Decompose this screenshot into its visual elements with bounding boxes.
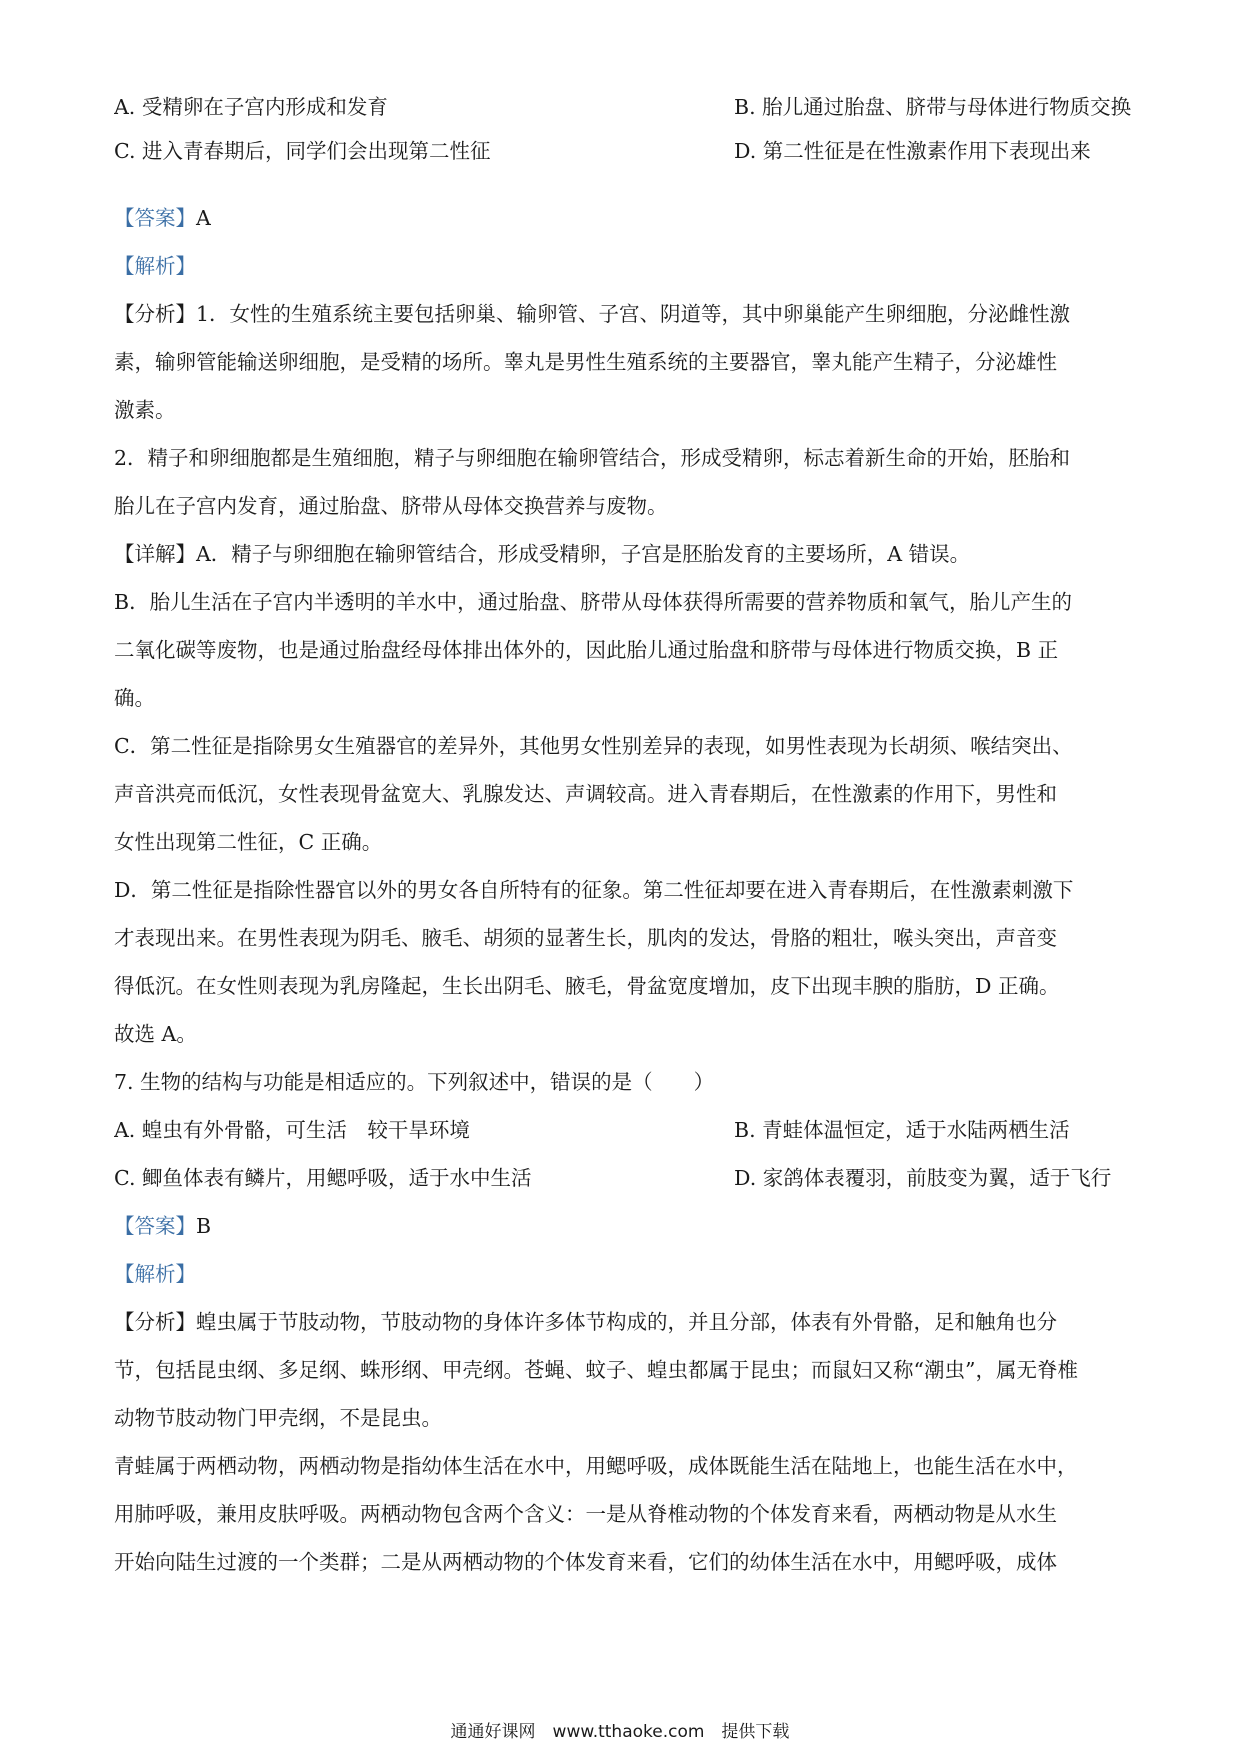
q6-fenxi-tag: 【分析】 [114,302,196,326]
q6-answer [114,203,1132,233]
q6-xiangjie-tag: 【详解】 [114,542,196,566]
q6-option-b: B. 胎儿通过胎盘、脐带与母体进行物质交换 [734,95,1132,119]
q6-answer-value: A [196,206,211,230]
q7-answer-value: B [196,1214,212,1238]
q6-detail-line-5: C．第二性征是指除男女生殖器官的差异外，其他男女性别差异的表现，如男性表现为长胡须、喉结突出、 [114,734,1073,758]
q6-option-c: C. 进入青春期后，同学们会出现第二性征 [114,139,491,163]
q6-detail-line-7: 女性出现第二性征，C 正确。 [114,830,383,854]
q6-detail-line-10: 得低沉。在女性则表现为乳房隆起，生长出阴毛、腋毛，骨盆宽度增加，皮下出现丰腴的脂肪，D 正确。 [114,974,1060,998]
q6-analysis-heading [114,251,1132,281]
q6-fenxi-text-1: 1．女性的生殖系统主要包括卵巢、输卵管、子宫、阴道等，其中卵巢能产生卵细胞，分泌雌性激 [196,302,1071,326]
q7-option-d: D. 家鸽体表覆羽，前肢变为翼，适于飞行 [734,1166,1112,1190]
q6-detail-line-4: 确。 [114,686,155,710]
q6-fenxi-line-5: 胎儿在子宫内发育，通过胎盘、脐带从母体交换营养与废物。 [114,494,668,518]
q6-analysis-tag: 【解析】 [114,254,196,278]
q7-fenxi-line-2: 节，包括昆虫纲、多足纲、蛛形纲、甲壳纲。苍蝇、蚊子、蝗虫都属于昆虫；而鼠妇又称“潮虫”，属无脊椎 [114,1358,1078,1382]
q7-fenxi-line-4: 青蛙属于两栖动物，两栖动物是指幼体生活在水中，用鳃呼吸，成体既能生活在陆地上，也能生活在水中， [114,1454,1078,1478]
q6-conclusion: 故选 A。 [114,1022,197,1046]
q6-fenxi-line-3: 激素。 [114,398,176,422]
q7-answer [114,1211,1132,1241]
q6-fenxi-line-4: 2．精子和卵细胞都是生殖细胞，精子与卵细胞在输卵管结合，形成受精卵，标志着新生命的开始，胚胎和 [114,446,1071,470]
q7-fenxi-tag: 【分析】 [114,1310,196,1334]
q7-fenxi-line-1 [114,1307,1132,1337]
q7-fenxi-line-6: 开始向陆生过渡的一个类群；二是从两栖动物的个体发育来看，它们的幼体生活在水中，用鳃呼吸，成体 [114,1550,1057,1574]
q6-option-d: D. 第二性征是在性激素作用下表现出来 [734,139,1091,163]
q7-option-b: B. 青蛙体温恒定，适于水陆两栖生活 [734,1118,1070,1142]
q6-detail-line-1 [114,539,1132,569]
page-footer: 通通好课网 www.tthaoke.com 提供下载 [450,1722,790,1742]
q7-option-c: C. 鲫鱼体表有鳞片，用鳃呼吸，适于水中生活 [114,1166,532,1190]
q6-fenxi-line-1 [114,299,1132,329]
q7-answer-tag: 【答案】 [114,1214,196,1238]
q6-detail-line-9: 才表现出来。在男性表现为阴毛、腋毛、胡须的显著生长，肌肉的发达，骨胳的粗壮，喉头突出，声音变 [114,926,1057,950]
q6-options-row-2 [114,136,1132,166]
q6-options-row-1 [114,92,1132,122]
q6-fenxi-line-2: 素，输卵管能输送卵细胞，是受精的场所。睾丸是男性生殖系统的主要器官，睾丸能产生精子，分泌雄性 [114,350,1057,374]
q7-fenxi-line-5: 用肺呼吸，兼用皮肤呼吸。两栖动物包含两个含义：一是从脊椎动物的个体发育来看，两栖动物是从水生 [114,1502,1057,1526]
q6-detail-line-3: 二氧化碳等废物，也是通过胎盘经母体排出体外的，因此胎儿通过胎盘和脐带与母体进行物质交换，B 正 [114,638,1059,662]
q7-analysis-tag: 【解析】 [114,1262,196,1286]
q6-detail-text-1: A．精子与卵细胞在输卵管结合，形成受精卵，子宫是胚胎发育的主要场所，A 错误。 [196,542,971,566]
q7-option-a: A. 蝗虫有外骨骼，可生活 较干旱环境 [114,1118,470,1142]
q6-detail-line-2: B．胎儿生活在子宫内半透明的羊水中，通过胎盘、脐带从母体获得所需要的营养物质和氧气，胎儿产生的 [114,590,1073,614]
q6-detail-line-8: D．第二性征是指除性器官以外的男女各自所特有的征象。第二性征却要在进入青春期后，在性激素刺激下 [114,878,1074,902]
q7-analysis-heading [114,1259,1132,1289]
q6-answer-tag: 【答案】 [114,206,196,230]
q7-stem: 7. 生物的结构与功能是相适应的。下列叙述中，错误的是（ ） [114,1070,715,1094]
q7-fenxi-line-3: 动物节肢动物门甲壳纲，不是昆虫。 [114,1406,442,1430]
q7-options-row-1 [114,1115,1132,1145]
q6-detail-line-6: 声音洪亮而低沉，女性表现骨盆宽大、乳腺发达、声调较高。进入青春期后，在性激素的作用下，男性和 [114,782,1057,806]
q7-fenxi-text-1: 蝗虫属于节肢动物，节肢动物的身体许多体节构成的，并且分部，体表有外骨骼，足和触角也分 [196,1310,1057,1334]
q6-option-a: A. 受精卵在子宫内形成和发育 [114,95,388,119]
q7-options-row-2 [114,1163,1132,1193]
